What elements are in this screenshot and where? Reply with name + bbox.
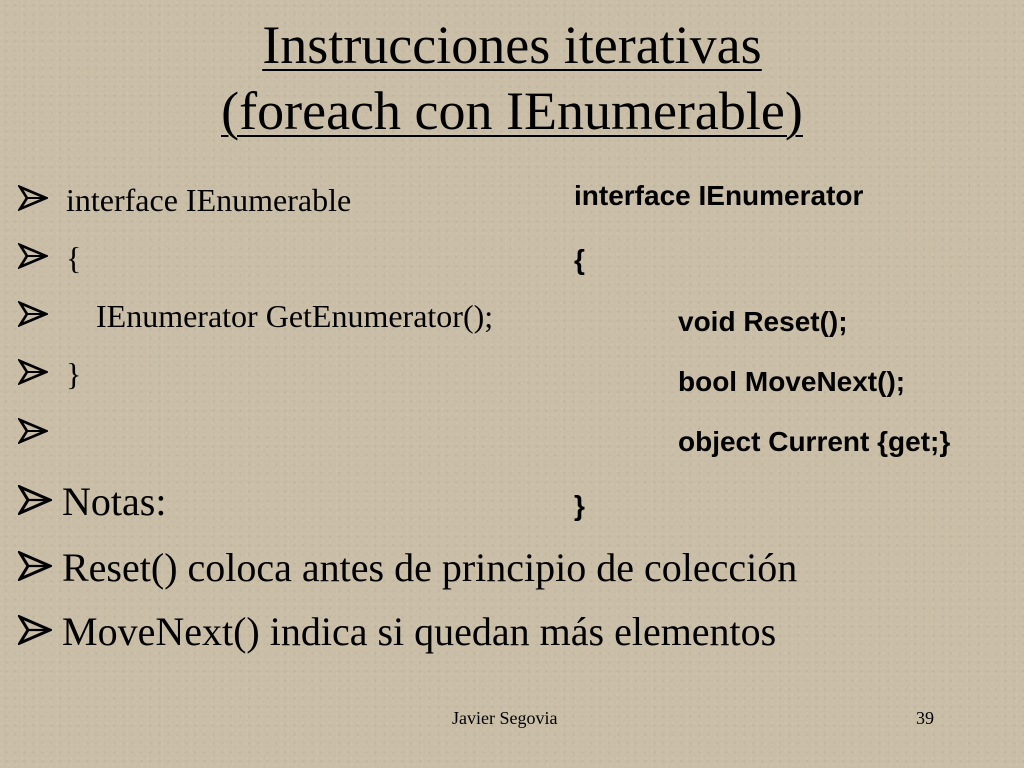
bullet-text: Notas: — [62, 479, 167, 524]
code-line-reset: void Reset(); — [678, 306, 848, 337]
arrow-bullet-icon — [18, 359, 48, 385]
code-line-current: object Current {get;} — [678, 426, 951, 457]
slide-title — [0, 12, 1024, 144]
footer-author: Javier Segovia — [452, 708, 558, 728]
bullet-item — [18, 608, 776, 655]
arrow-bullet-icon — [18, 301, 48, 327]
arrow-bullet-icon — [18, 185, 48, 211]
code-close-brace: } — [574, 490, 585, 521]
bullet-item-empty — [18, 418, 66, 444]
bullet-item — [18, 356, 81, 393]
bullet-item — [18, 182, 351, 219]
bullet-item — [18, 240, 81, 277]
code-line-movenext: bool MoveNext(); — [678, 366, 906, 397]
code-open-brace: { — [574, 244, 585, 275]
code-interface-header: interface IEnumerator — [574, 180, 864, 211]
title-line-1: Instrucciones iterativas — [262, 15, 762, 75]
bullet-text: interface IEnumerable — [66, 182, 352, 218]
arrow-bullet-icon — [18, 485, 52, 515]
bullet-item — [18, 298, 493, 335]
footer-page-number: 39 — [916, 708, 934, 728]
arrow-bullet-icon — [18, 418, 48, 444]
bullet-text: { — [66, 240, 82, 276]
title-line-2: (foreach con IEnumerable) — [221, 81, 803, 141]
arrow-bullet-icon — [18, 243, 48, 269]
bullet-item — [18, 478, 166, 525]
arrow-bullet-icon — [18, 615, 52, 645]
bullet-item — [18, 544, 797, 591]
bullet-text: IEnumerator GetEnumerator(); — [96, 298, 494, 334]
arrow-bullet-icon — [18, 551, 52, 581]
bullet-text: } — [66, 356, 82, 392]
bullet-text: MoveNext() indica si quedan más elementos — [62, 609, 777, 654]
bullet-text: Reset() coloca antes de principio de colección — [62, 545, 798, 590]
